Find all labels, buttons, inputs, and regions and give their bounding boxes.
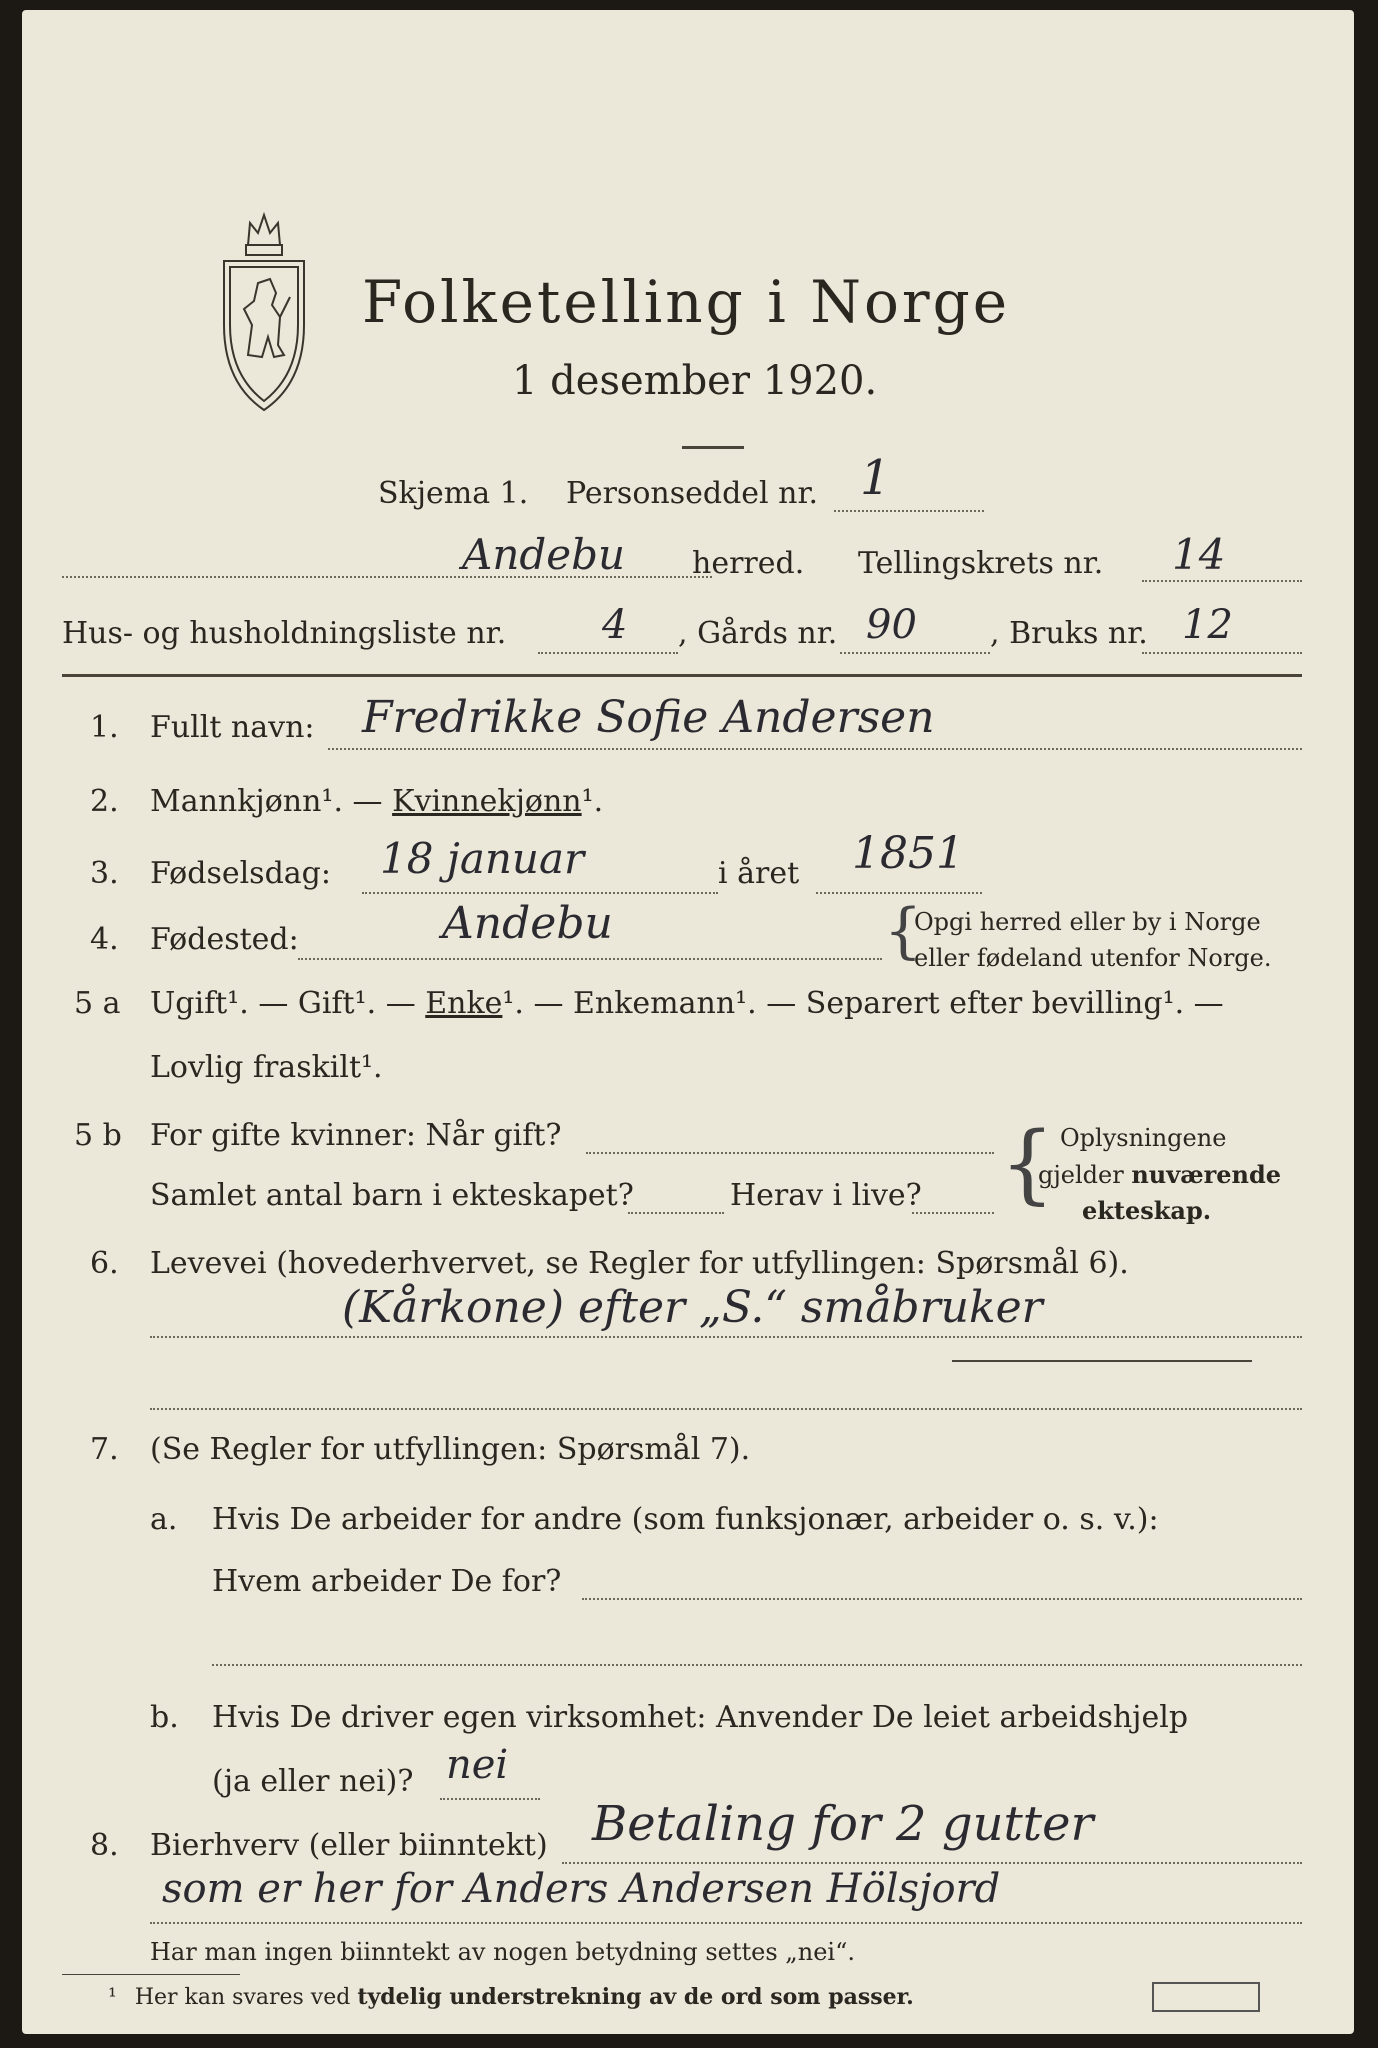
q2-label	[150, 784, 603, 819]
q6-value[interactable]: (Kårkone) efter „S.“ småbruker	[342, 1282, 1043, 1333]
q3-label: Fødselsdag:	[150, 856, 331, 891]
herred-label: herred.	[692, 546, 805, 581]
q8-value-2[interactable]: som er her for Anders Andersen Hölsjord	[162, 1866, 1001, 1912]
q2-option-male[interactable]: Mannkjønn¹. —	[150, 784, 393, 819]
q8-line-2	[150, 1922, 1302, 1924]
schema-label: Skjema 1.	[378, 476, 529, 511]
q5a-line-2[interactable]: Lovlig fraskilt¹.	[150, 1050, 383, 1085]
q4-number: 4.	[90, 922, 119, 957]
q7b-answer-line	[440, 1798, 540, 1800]
hus-value[interactable]: 4	[602, 602, 628, 648]
gards-label: , Gårds nr.	[678, 616, 838, 651]
census-date: 1 desember 1920.	[512, 358, 878, 404]
q5b-line-2b: Herav i live?	[730, 1178, 922, 1213]
personseddel-label: Personseddel nr.	[566, 476, 819, 511]
q4-line	[298, 958, 882, 960]
q4-label: Fødested:	[150, 922, 299, 957]
q4-value[interactable]: Andebu	[442, 898, 613, 949]
q5b-note-2: gjelder nuværende	[1038, 1160, 1282, 1189]
q5b-brace: {	[1000, 1114, 1055, 1214]
q6-line-2	[150, 1408, 1302, 1410]
q7b-line-1: Hvis De driver egen virksomhet: Anvender De leiet arbeidshjelp	[212, 1700, 1189, 1735]
q8-value-1[interactable]: Betaling for 2 gutter	[592, 1796, 1094, 1852]
q6-value-underline	[952, 1360, 1252, 1362]
herred-value[interactable]: Andebu	[462, 530, 626, 579]
q3-year-label: i året	[718, 856, 800, 891]
hus-label: Hus- og husholdningsliste nr.	[62, 616, 507, 651]
coat-of-arms-icon	[218, 205, 310, 415]
personseddel-line	[834, 510, 984, 512]
q8-number: 8.	[90, 1828, 119, 1863]
q7a-employer-line	[582, 1598, 1302, 1600]
q5b-note-1: Oplysningene	[1060, 1124, 1227, 1152]
tellingskrets-value[interactable]: 14	[1172, 530, 1226, 579]
q7b-line-2: (ja eller nei)?	[212, 1764, 414, 1799]
q3-line	[362, 892, 718, 894]
q1-line	[328, 748, 1302, 750]
footnote-rule	[62, 1974, 240, 1975]
q3-number: 3.	[90, 856, 119, 891]
q2-footnote-mark: ¹.	[581, 784, 604, 819]
q5b-married-line	[586, 1152, 994, 1154]
q1-label: Fullt navn:	[150, 710, 315, 745]
q5a-line-1	[150, 986, 1224, 1021]
q5b-line-2: Samlet antal barn i ekteskapet?	[150, 1178, 634, 1213]
header-rule	[62, 674, 1302, 677]
footnote: ¹ Her kan svares ved tydelig understrekning av de ord som passer.	[108, 1984, 914, 2010]
q7a-line-1: Hvis De arbeider for andre (som funksjonær, arbeider o. s. v.):	[212, 1502, 1159, 1537]
q5a-options-a[interactable]: Ugift¹. — Gift¹. —	[150, 986, 426, 1021]
q6-line-1	[150, 1336, 1302, 1338]
q7a-line-2: Hvem arbeider De for?	[212, 1564, 562, 1599]
q4-note-2: eller fødeland utenfor Norge.	[914, 944, 1272, 972]
q8-line-1	[562, 1862, 1302, 1864]
q1-number: 1.	[90, 710, 119, 745]
q5b-children-line	[628, 1212, 724, 1214]
q5b-number: 5 b	[74, 1118, 122, 1153]
q5b-line-1: For gifte kvinner: Når gift?	[150, 1118, 562, 1153]
q7-label: (Se Regler for utfyllingen: Spørsmål 7).	[150, 1432, 751, 1467]
q5a-number: 5 a	[74, 986, 121, 1021]
q3-year-line	[816, 892, 982, 894]
q5b-note-3: ekteskap.	[1082, 1196, 1212, 1225]
title-divider	[682, 446, 744, 449]
q8-note: Har man ingen biinntekt av nogen betydning settes „nei“.	[150, 1938, 855, 1966]
q2-number: 2.	[90, 784, 119, 819]
q4-note-1: Opgi herred eller by i Norge	[914, 908, 1261, 936]
tellingskrets-line	[1142, 580, 1302, 582]
printer-stamp	[1152, 1982, 1260, 2012]
q6-label: Levevei (hovederhvervet, se Regler for utfyllingen: Spørsmål 6).	[150, 1246, 1129, 1281]
q5b-alive-line	[912, 1212, 994, 1214]
q7a-letter: a.	[150, 1502, 178, 1537]
q3-year-value[interactable]: 1851	[852, 828, 964, 879]
personseddel-value[interactable]: 1	[860, 450, 891, 506]
q6-number: 6.	[90, 1246, 119, 1281]
tellingskrets-label: Tellingskrets nr.	[858, 546, 1104, 581]
bruks-line	[1142, 652, 1302, 654]
census-form	[22, 10, 1354, 2034]
q8-label: Bierhverv (eller biinntekt)	[150, 1828, 548, 1863]
hus-line	[538, 652, 678, 654]
q5a-options-c[interactable]: ¹. — Enkemann¹. — Separert efter bevilling¹. —	[502, 986, 1224, 1021]
gards-line	[840, 652, 990, 654]
q7-number: 7.	[90, 1432, 119, 1467]
q2-option-female[interactable]: Kvinnekjønn	[392, 784, 582, 819]
q5a-option-enke[interactable]: Enke	[425, 986, 503, 1021]
bruks-label: , Bruks nr.	[990, 616, 1148, 651]
q1-value[interactable]: Fredrikke Sofie Andersen	[362, 692, 935, 743]
q7b-value[interactable]: nei	[446, 1742, 509, 1788]
q7a-extra-line	[212, 1664, 1302, 1666]
form-title: Folketelling i Norge	[362, 268, 1011, 336]
gards-value[interactable]: 90	[866, 602, 917, 648]
q4-brace: {	[884, 896, 923, 966]
bruks-value[interactable]: 12	[1182, 602, 1233, 648]
q3-value[interactable]: 18 januar	[380, 834, 585, 883]
q7b-letter: b.	[150, 1700, 179, 1735]
